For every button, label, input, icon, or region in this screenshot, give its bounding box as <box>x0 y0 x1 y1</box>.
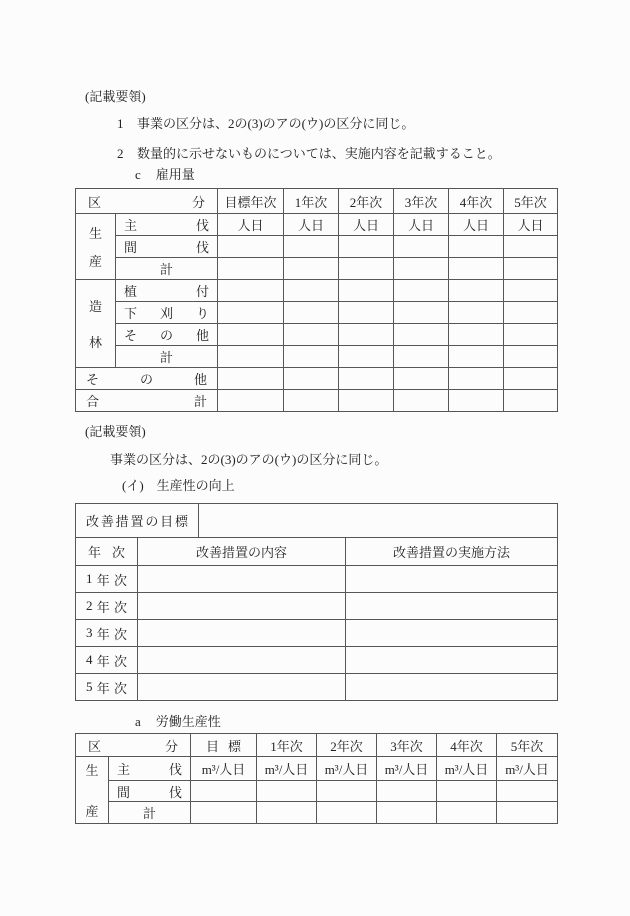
empty-cell <box>394 390 449 412</box>
category-header-cell <box>76 189 218 214</box>
empty-cell <box>218 346 284 368</box>
year-header-cell: 3年次 <box>394 189 449 214</box>
empty-cell <box>317 802 377 824</box>
goal-label-cell <box>76 504 199 538</box>
empty-cell <box>449 346 504 368</box>
method-cell <box>346 566 558 593</box>
empty-cell <box>449 368 504 390</box>
empty-cell <box>504 258 558 280</box>
row-label: 主 伐 <box>117 762 182 777</box>
year-header-cell: 5年次 <box>497 734 558 757</box>
unit-cell: 人日 <box>284 214 339 236</box>
empty-cell <box>284 346 339 368</box>
category-header-label: 区 分 <box>88 738 178 754</box>
notes-top-heading: (記載要領) <box>85 89 146 104</box>
method-cell <box>346 620 558 647</box>
empty-cell <box>449 258 504 280</box>
empty-cell <box>191 802 257 824</box>
empty-cell <box>284 236 339 258</box>
goal-value-cell <box>199 504 558 538</box>
row-label-cell <box>109 757 191 781</box>
content-header-cell: 改善措置の内容 <box>138 538 346 566</box>
empty-cell <box>504 302 558 324</box>
empty-cell <box>218 390 284 412</box>
empty-cell <box>339 324 394 346</box>
empty-cell <box>394 236 449 258</box>
row-label-cell <box>116 214 218 236</box>
row-label-cell <box>116 302 218 324</box>
year-row-label-cell <box>76 620 138 647</box>
row-label: そ の 他 <box>124 328 209 343</box>
empty-cell <box>394 368 449 390</box>
year-row-label: 2 年 次 <box>86 598 127 615</box>
category-header-label: 区 分 <box>88 194 205 210</box>
note-item-1-number: 1 <box>117 116 124 131</box>
row-label-cell <box>116 324 218 346</box>
improvement-table <box>75 503 558 701</box>
unit-cell: m³/人日 <box>257 757 317 781</box>
empty-cell <box>504 236 558 258</box>
empty-cell <box>339 258 394 280</box>
year-header-cell: 目標年次 <box>218 189 284 214</box>
notes-mid-heading: (記載要領) <box>85 424 146 439</box>
empty-cell <box>449 302 504 324</box>
productivity-caption-text: 生産性の向上 <box>156 478 235 493</box>
year-column-header-cell <box>76 538 138 566</box>
empty-cell <box>339 368 394 390</box>
productivity-caption-prefix: (イ) <box>122 478 144 493</box>
other-row-label: そ の 他 <box>86 372 207 387</box>
empty-cell <box>339 302 394 324</box>
empty-cell <box>339 280 394 302</box>
row-label-cell <box>116 280 218 302</box>
employment-caption-letter: c <box>135 167 141 182</box>
year-header-cell: 4年次 <box>437 734 497 757</box>
target-header-label: 目標 <box>205 738 250 754</box>
unit-cell: m³/人日 <box>317 757 377 781</box>
row-label-cell <box>116 236 218 258</box>
unit-cell: m³/人日 <box>437 757 497 781</box>
empty-cell <box>317 781 377 802</box>
empty-cell <box>377 802 437 824</box>
group-production-cell <box>76 757 109 824</box>
empty-cell <box>497 802 558 824</box>
empty-cell <box>394 280 449 302</box>
empty-cell <box>218 324 284 346</box>
labor-table <box>75 733 558 824</box>
employment-table <box>75 188 558 412</box>
category-header-cell <box>76 734 191 757</box>
note-item-2 <box>117 146 501 161</box>
method-cell <box>346 593 558 620</box>
employment-caption <box>135 167 195 182</box>
unit-cell: 人日 <box>218 214 284 236</box>
empty-cell <box>191 781 257 802</box>
empty-cell <box>218 280 284 302</box>
unit-cell: 人日 <box>339 214 394 236</box>
empty-cell <box>394 302 449 324</box>
empty-cell <box>504 324 558 346</box>
total-row-label: 合 計 <box>86 394 207 409</box>
empty-cell <box>218 302 284 324</box>
group-planting-cell <box>76 280 116 368</box>
year-header-cell: 1年次 <box>257 734 317 757</box>
empty-cell <box>449 390 504 412</box>
empty-cell <box>218 236 284 258</box>
year-row-label: 1 年 次 <box>86 571 127 588</box>
year-column-header: 年 次 <box>88 545 125 560</box>
row-label: 間 伐 <box>117 784 182 800</box>
empty-cell <box>394 346 449 368</box>
labor-caption-letter: a <box>135 714 141 729</box>
unit-cell: m³/人日 <box>497 757 558 781</box>
year-row-label: 5 年 次 <box>86 679 127 696</box>
group-char: 産 <box>85 804 99 819</box>
empty-cell <box>449 280 504 302</box>
empty-cell <box>257 781 317 802</box>
empty-cell <box>437 802 497 824</box>
target-header-cell <box>191 734 257 757</box>
year-row-label-cell <box>76 674 138 701</box>
empty-cell <box>504 280 558 302</box>
content-cell <box>138 647 346 674</box>
empty-cell <box>284 280 339 302</box>
employment-caption-text: 雇用量 <box>155 167 195 182</box>
row-label-cell <box>109 781 191 802</box>
notes-mid-text: 事業の区分は、2の(3)のアの(ウ)の区分に同じ。 <box>110 452 388 467</box>
group-production-label <box>76 214 115 279</box>
empty-cell <box>284 368 339 390</box>
empty-cell <box>284 258 339 280</box>
empty-cell <box>257 802 317 824</box>
group-char: 林 <box>88 334 102 350</box>
total-row-cell <box>76 390 218 412</box>
year-header-cell: 1年次 <box>284 189 339 214</box>
row-label: 下 刈 り <box>124 306 209 321</box>
year-row-label: 4 年 次 <box>86 652 127 669</box>
empty-cell <box>504 390 558 412</box>
group-char: 生 <box>85 763 99 778</box>
unit-cell: 人日 <box>394 214 449 236</box>
group-planting-label <box>76 280 115 367</box>
other-row-cell <box>76 368 218 390</box>
empty-cell <box>504 346 558 368</box>
note-item-2-number: 2 <box>117 146 124 161</box>
empty-cell <box>339 390 394 412</box>
method-header-cell: 改善措置の実施方法 <box>346 538 558 566</box>
row-label: 間 伐 <box>124 240 209 255</box>
row-label-cell: 計 <box>116 258 218 280</box>
group-char: 産 <box>88 254 102 269</box>
year-header-cell: 2年次 <box>339 189 394 214</box>
year-row-label-cell <box>76 593 138 620</box>
year-header-cell: 4年次 <box>449 189 504 214</box>
group-char: 造 <box>88 299 102 315</box>
labor-caption <box>135 714 221 729</box>
empty-cell <box>339 236 394 258</box>
method-cell <box>346 647 558 674</box>
note-item-1 <box>117 116 414 131</box>
empty-cell <box>497 781 558 802</box>
labor-caption-text: 労働生産性 <box>155 714 221 729</box>
empty-cell <box>284 390 339 412</box>
empty-cell <box>284 302 339 324</box>
empty-cell <box>437 781 497 802</box>
year-header-cell: 5年次 <box>504 189 558 214</box>
empty-cell <box>218 258 284 280</box>
year-row-label-cell <box>76 647 138 674</box>
row-label: 植 付 <box>124 284 209 299</box>
year-row-label: 3 年 次 <box>86 625 127 642</box>
content-cell <box>138 674 346 701</box>
year-row-label-cell <box>76 566 138 593</box>
row-label: 主 伐 <box>124 218 209 233</box>
empty-cell <box>394 258 449 280</box>
content-cell <box>138 620 346 647</box>
empty-cell <box>377 781 437 802</box>
empty-cell <box>394 324 449 346</box>
year-header-cell: 2年次 <box>317 734 377 757</box>
goal-label: 改 善 措 置 の 目 標 <box>86 514 188 529</box>
unit-cell: 人日 <box>449 214 504 236</box>
empty-cell <box>339 346 394 368</box>
unit-cell: 人日 <box>504 214 558 236</box>
unit-cell: m³/人日 <box>377 757 437 781</box>
group-production-cell <box>76 214 116 280</box>
empty-cell <box>504 368 558 390</box>
empty-cell <box>449 236 504 258</box>
row-label-cell: 計 <box>109 802 191 824</box>
group-production-label <box>76 757 108 823</box>
empty-cell <box>449 324 504 346</box>
year-header-cell: 3年次 <box>377 734 437 757</box>
row-label-cell: 計 <box>116 346 218 368</box>
empty-cell <box>218 368 284 390</box>
content-cell <box>138 566 346 593</box>
method-cell <box>346 674 558 701</box>
content-cell <box>138 593 346 620</box>
note-item-1-text: 事業の区分は、2の(3)のアの(ウ)の区分に同じ。 <box>137 116 415 131</box>
group-char: 生 <box>88 226 102 241</box>
productivity-section-caption <box>122 478 235 493</box>
note-item-2-text: 数量的に示せないものについては、実施内容を記載すること。 <box>137 146 501 161</box>
unit-cell: m³/人日 <box>191 757 257 781</box>
empty-cell <box>284 324 339 346</box>
